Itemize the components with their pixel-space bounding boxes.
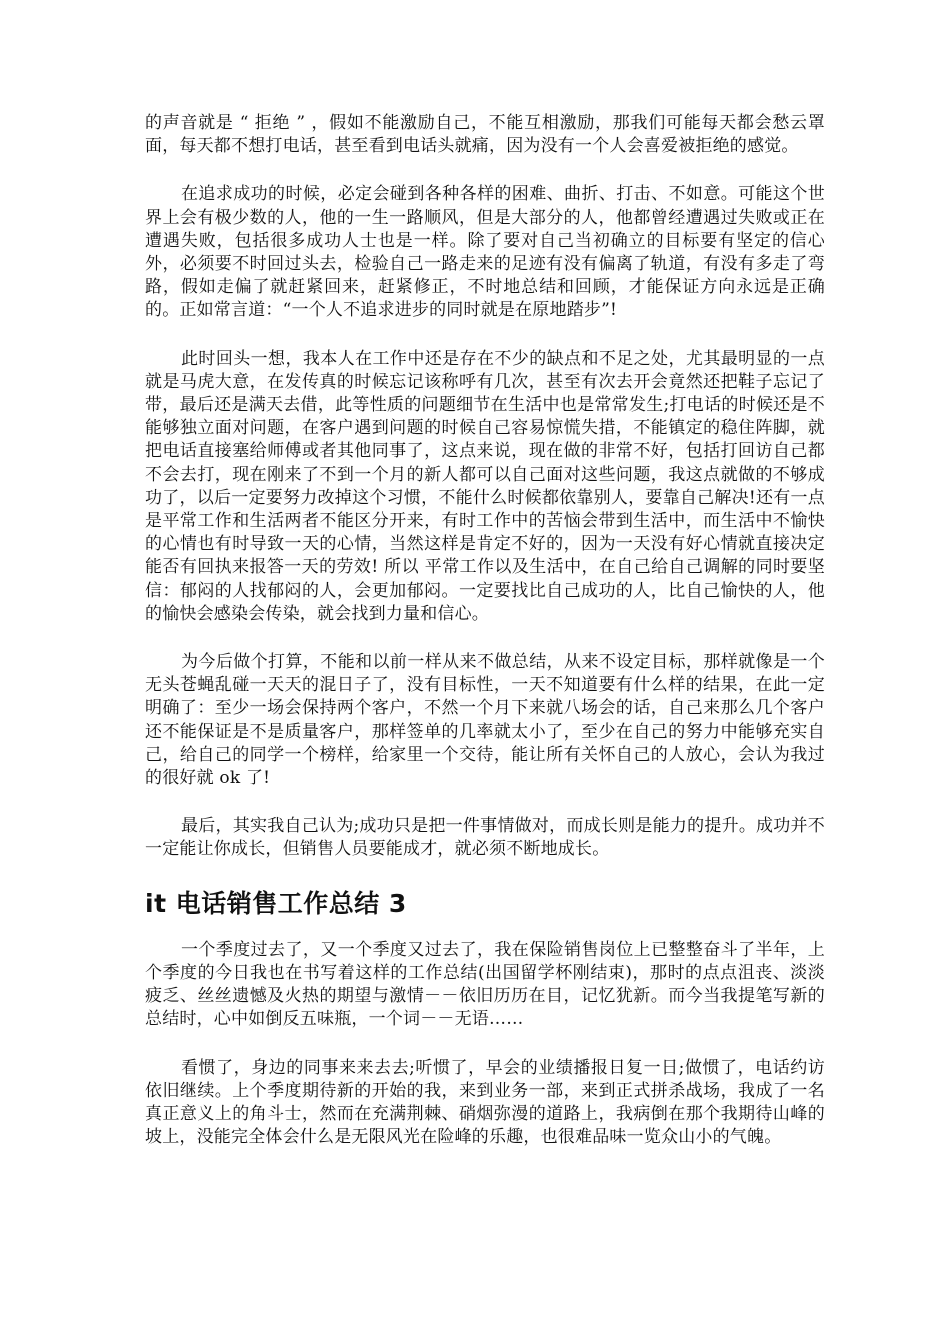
paragraph-future-plans: 为今后做个打算，不能和以前一样从来不做总结，从来不设定目标，那样就像是一个无头苍蝇乱碰一天天的混日子了，没有目标性，一天不知道要有什么样的结果，在此一定明确了：至少一场会保持两个客户，不然一个月下来就八场会的话，自己来那么几个客户还不能保证是不是质量客户，那样签单的几率就太小了，至少在自己的努力中能够充实自己，给自己的同学一个榜样，给家里一个交待，能让所有关怀自己的人放心，会认为我过的很好就 ok 了! [145, 652, 825, 789]
paragraph-quarter-review: 一个季度过去了，又一个季度又过去了，我在保险销售岗位上已整整奋斗了半年，上个季度的今日我也在书写着这样的工作总结(出国留学杯刚结束)，那时的点点沮丧、淡淡疲乏、丝丝遗憾及火热的期望与激情－－依旧历历在目，记忆犹新。而今当我提笔写新的总结时，心中如倒反五味瓶，一个词－－无语…… [145, 939, 825, 1030]
section-heading: it 电话销售工作总结 3 [145, 888, 407, 918]
document-page [145, 112, 825, 1174]
paragraph-pursuing-success: 在追求成功的时候，必定会碰到各种各样的困难、曲折、打击、不如意。可能这个世界上会有极少数的人，他的一生一路顺风，但是大部分的人，他都曾经遭遇过失败或正在遭遇失败，包括很多成功人士也是一样。除了要对自己当初确立的目标要有坚定的信心外，必须要不时回过头去，检验自己一路走来的足迹有没有偏离了轨道，有没有多走了弯路，假如走偏了就赶紧回来，赶紧修正，不时地总结和回顾，才能保证方向永远是正确的。正如常言道：“一个人不追求进步的同时就是在原地踏步”! [145, 184, 825, 321]
paragraph-continuation: 的声音就是 “ 拒绝 ” ，假如不能激励自己，不能互相激励，那我们可能每天都会愁云罩面，每天都不想打电话，甚至看到电话头就痛，因为没有一个人会喜爱被拒绝的感觉。 [145, 113, 825, 157]
paragraph-accustomed: 看惯了，身边的同事来来去去;听惯了，早会的业绩播报日复一日;做惯了，电话约访依旧继续。上个季度期待新的开始的我，来到业务一部，来到正式拼杀战场，我成了一名真正意义上的角斗士，然而在充满荆棘、硝烟弥漫的道路上，我病倒在那个我期待山峰的坡上，没能完全体会什么是无限风光在险峰的乐趣，也很难品味一览众山小的气魄。 [145, 1057, 825, 1148]
paragraph-conclusion: 最后，其实我自己认为;成功只是把一件事情做对，而成长则是能力的提升。成功并不一定能让你成长，但销售人员要能成才，就必须不断地成长。 [145, 816, 825, 860]
paragraph-shortcomings: 此时回头一想，我本人在工作中还是存在不少的缺点和不足之处，尤其最明显的一点就是马虎大意，在发传真的时候忘记该称呼有几次，甚至有次去开会竟然还把鞋子忘记了带，最后还是满天去借，此等性质的问题细节在生活中也是常常发生;打电话的时候还是不能够独立面对问题，在客户遇到问题的时候自己容易惊慌失措，不能镇定的稳住阵脚，就把电话直接塞给师傅或者其他同事了，这点来说，现在做的非常不好，包括打回访自己都不会去打，现在刚来了不到一个月的新人都可以自己面对这些问题，我这点就做的不够成功了，以后一定要努力改掉这个习惯，不能什么时候都依靠别人，要靠自己解决!还有一点是平常工作和生活两者不能区分开来，有时工作中的苦恼会带到生活中，而生活中不愉快的心情也有时导致一天的心情，当然这样是肯定不好的，因为一天没有好心情就直接决定能否有回执来报答一天的劳效! 所以 平常工作以及生活中，在自己给自己调解的同时要坚信：郁闷的人找郁闷的人，会更加郁闷。一定要找比自己成功的人，比自己愉快的人，他的愉快会感染会传染，就会找到力量和信心。 [145, 348, 825, 624]
